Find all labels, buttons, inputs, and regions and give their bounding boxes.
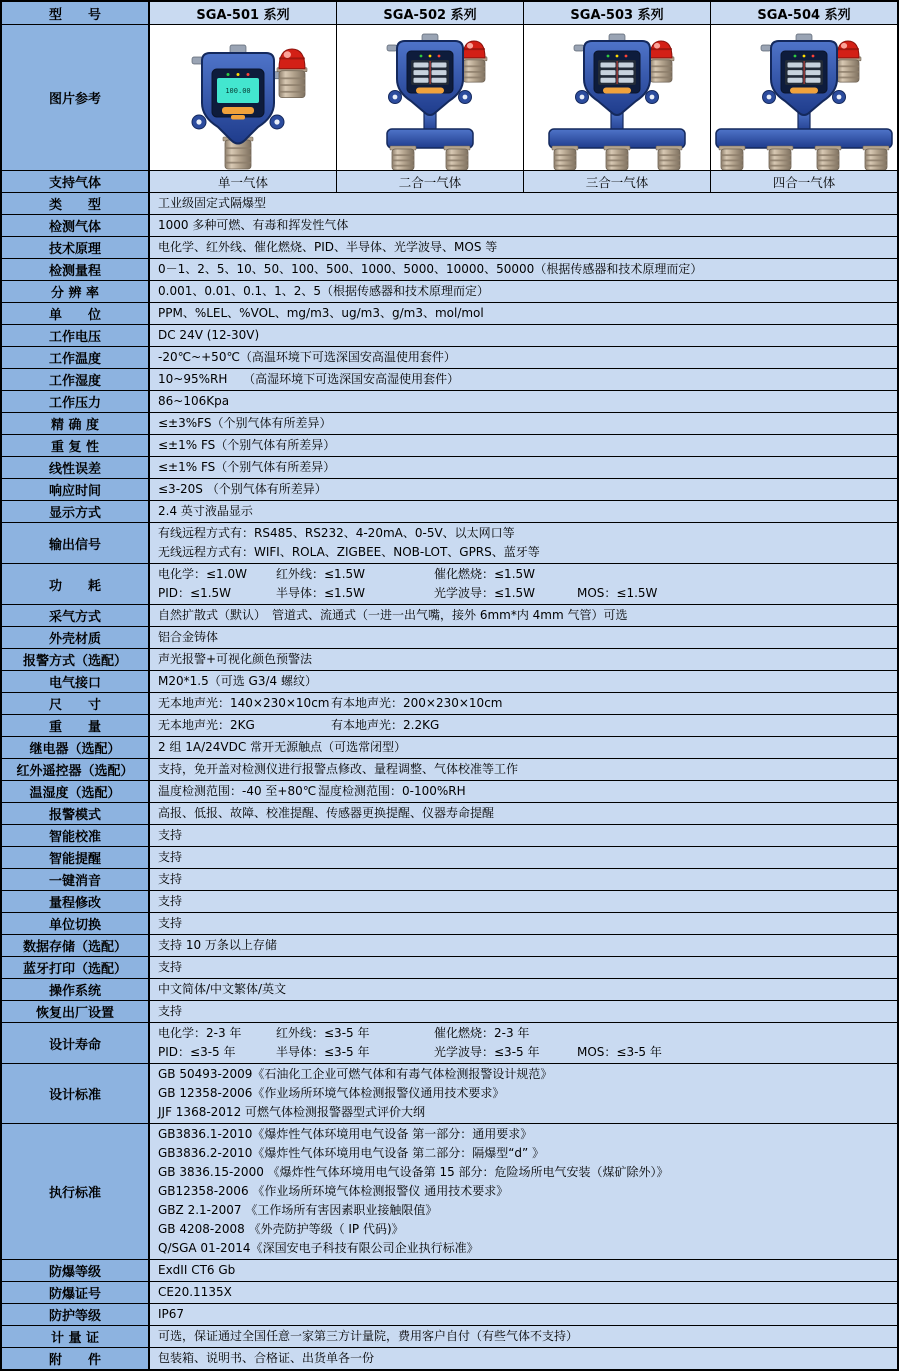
spec-value-segment: PID：≤1.5W	[158, 586, 232, 600]
spec-row-label: 数据存储（选配）	[2, 935, 150, 956]
spec-row	[2, 935, 897, 957]
spec-row-value	[150, 891, 897, 912]
spec-value-segment: 支持	[158, 916, 183, 930]
spec-value-segment: 可选，保证通过全国任意一家第三方计量院，费用客户自付（有些气体不支持）	[158, 1329, 579, 1343]
supported-gas-cell: 四合一气体	[711, 171, 897, 192]
spec-row-label: 重 复 性	[2, 435, 150, 456]
spec-row-value	[150, 979, 897, 1000]
spec-row	[2, 1304, 897, 1326]
spec-value-segment: ≤±1% FS（个别气体有所差异）	[158, 460, 336, 474]
spec-row	[2, 737, 897, 759]
spec-row-label: 计 量 证	[2, 1326, 150, 1347]
spec-row-label: 智能校准	[2, 825, 150, 846]
spec-row	[2, 979, 897, 1001]
spec-row-label: 工作湿度	[2, 369, 150, 390]
spec-row	[2, 347, 897, 369]
spec-value-segment: GB12358-2006 《作业场所环境气体检测报警仪 通用技术要求》	[158, 1184, 509, 1198]
spec-rows-container	[2, 193, 897, 1369]
model-header-row	[2, 2, 897, 25]
model-header-cell: SGA-503 系列	[524, 2, 711, 24]
spec-value-segment: 支持 10 万条以上存储	[158, 938, 277, 952]
spec-row	[2, 523, 897, 564]
supported-gas-cell: 二合一气体	[337, 171, 524, 192]
spec-row-label: 采气方式	[2, 605, 150, 626]
spec-row	[2, 1348, 897, 1369]
spec-row-value	[150, 605, 897, 626]
spec-value-segment: ExdII CT6 Gb	[158, 1263, 236, 1277]
spec-row-value	[150, 237, 897, 258]
spec-value-segment: PID：≤3-5 年	[158, 1045, 236, 1059]
spec-row-value	[150, 957, 897, 978]
spec-row-label: 操作系统	[2, 979, 150, 1000]
spec-row-label: 执行标准	[2, 1124, 150, 1259]
spec-row-label: 蓝牙打印（选配）	[2, 957, 150, 978]
spec-row-value	[150, 369, 897, 390]
spec-row-value	[150, 479, 897, 500]
spec-value-segment: 自然扩散式（默认） 管道式、流通式（一进一出气嘴，接外 6mm*内 4mm 气管）可选	[158, 608, 628, 622]
spec-row	[2, 759, 897, 781]
spec-row-label: 技术原理	[2, 237, 150, 258]
sga-501-detector-image	[150, 25, 337, 170]
spec-row-value	[150, 215, 897, 236]
spec-row	[2, 825, 897, 847]
spec-row	[2, 303, 897, 325]
spec-value-segment: 光学波导：≤3-5 年	[434, 1045, 540, 1059]
spec-row-label: 单位切换	[2, 913, 150, 934]
spec-row-label: 智能提醒	[2, 847, 150, 868]
spec-value-segment: 红外线：≤3-5 年	[276, 1026, 370, 1040]
spec-value-segment: GB 3836.15-2000 《爆炸性气体环境用电气设备第 15 部分：危险场所电气安装（煤矿除外）》	[158, 1165, 669, 1179]
spec-value-segment: 包装箱、说明书、合格证、出货单各一份	[158, 1351, 375, 1365]
spec-row-value	[150, 435, 897, 456]
spec-row-value	[150, 1260, 897, 1281]
spec-value-segment: 86~106Kpa	[158, 394, 230, 408]
spec-row-label: 检测气体	[2, 215, 150, 236]
spec-row-value	[150, 347, 897, 368]
spec-value-segment: ≤±3%FS（个别气体有所差异）	[158, 416, 332, 430]
spec-row-label: 电气接口	[2, 671, 150, 692]
spec-value-segment: ≤3-20S （个别气体有所差异）	[158, 482, 327, 496]
spec-row	[2, 847, 897, 869]
spec-value-segment: 铝合金铸体	[158, 630, 219, 644]
spec-row	[2, 1124, 897, 1260]
spec-value-segment: 工业级固定式隔爆型	[158, 196, 267, 210]
spec-row	[2, 649, 897, 671]
model-header-cell: SGA-502 系列	[337, 2, 524, 24]
spec-row-value	[150, 303, 897, 324]
spec-value-segment: 支持	[158, 960, 183, 974]
svg-text:100.00: 100.00	[225, 86, 251, 95]
spec-row-label: 继电器（选配）	[2, 737, 150, 758]
spec-row-label: 工作温度	[2, 347, 150, 368]
spec-value-segment: PPM、%LEL、%VOL、mg/m3、ug/m3、g/m3、mol/mol	[158, 306, 484, 320]
spec-value-segment: 支持	[158, 894, 183, 908]
spec-value-segment: 0.001、0.01、0.1、1、2、5（根据传感器和技术原理而定）	[158, 284, 490, 298]
spec-row-label: 报警模式	[2, 803, 150, 824]
spec-row-value	[150, 501, 897, 522]
image-row-label: 图片参考	[2, 25, 150, 170]
spec-row	[2, 391, 897, 413]
spec-value-segment: 湿度检测范围：0-100%RH	[318, 784, 466, 798]
spec-value-segment: 支持	[158, 850, 183, 864]
spec-value-segment: 温度检测范围：-40 至+80℃	[158, 784, 317, 798]
spec-row-label: 线性误差	[2, 457, 150, 478]
spec-row-value	[150, 913, 897, 934]
spec-value-segment: 光学波导：≤1.5W	[434, 586, 536, 600]
spec-row-value	[150, 1064, 897, 1123]
spec-row-value	[150, 737, 897, 758]
spec-value-segment: DC 24V (12-30V)	[158, 328, 260, 342]
spec-row-label: 尺 寸	[2, 693, 150, 714]
model-header-cell: SGA-501 系列	[150, 2, 337, 24]
spec-row	[2, 259, 897, 281]
model-header-label: 型 号	[2, 2, 150, 24]
spec-row	[2, 627, 897, 649]
spec-value-segment: 红外线：≤1.5W	[276, 567, 366, 581]
spec-value-segment: CE20.1135X	[158, 1285, 232, 1299]
spec-value-segment: GBZ 2.1-2007 《工作场所有害因素职业接触限值》	[158, 1203, 438, 1217]
spec-row-label: 工作压力	[2, 391, 150, 412]
spec-row-value	[150, 825, 897, 846]
spec-row-label: 恢复出厂设置	[2, 1001, 150, 1022]
spec-value-segment: 1000 多种可燃、有毒和挥发性气体	[158, 218, 349, 232]
spec-value-segment: GB3836.2-2010《爆炸性气体环境用电气设备 第二部分：隔爆型“d” 》	[158, 1146, 545, 1160]
spec-value-segment: -20℃~+50℃（高温环境下可选深国安高温使用套件）	[158, 350, 456, 364]
spec-value-segment: 无本地声光：140×230×10cm	[158, 696, 330, 710]
spec-value-segment: 有线远程方式有：RS485、RS232、4-20mA、0-5V、以太网口等	[158, 526, 515, 540]
spec-row-label: 温湿度（选配）	[2, 781, 150, 802]
spec-row	[2, 215, 897, 237]
spec-row	[2, 457, 897, 479]
spec-value-segment: 有本地声光：2.2KG	[331, 718, 440, 732]
spec-row	[2, 957, 897, 979]
spec-row	[2, 803, 897, 825]
spec-value-segment: ≤±1% FS（个别气体有所差异）	[158, 438, 336, 452]
spec-row-label: 类 型	[2, 193, 150, 214]
spec-row-value	[150, 649, 897, 670]
sga-504-detector-image	[711, 25, 897, 170]
spec-row-value	[150, 869, 897, 890]
spec-row-value	[150, 281, 897, 302]
spec-row-value	[150, 1282, 897, 1303]
spec-row	[2, 325, 897, 347]
supported-gas-row	[2, 171, 897, 193]
spec-row-label: 检测量程	[2, 259, 150, 280]
spec-row	[2, 869, 897, 891]
spec-row	[2, 781, 897, 803]
spec-row-label: 一键消音	[2, 869, 150, 890]
model-header-cells	[150, 2, 897, 24]
spec-value-segment: 支持	[158, 1004, 183, 1018]
spec-value-segment: 无本地声光：2KG	[158, 718, 255, 732]
spec-row-value	[150, 1304, 897, 1325]
product-image-row	[2, 25, 897, 171]
spec-value-segment: 2.4 英寸液晶显示	[158, 504, 253, 518]
spec-row-value	[150, 457, 897, 478]
spec-row	[2, 564, 897, 605]
spec-row-value	[150, 259, 897, 280]
spec-row	[2, 1260, 897, 1282]
spec-row	[2, 1064, 897, 1124]
spec-value-segment: 无线远程方式有：WIFI、ROLA、ZIGBEE、NOB-LOT、GPRS、蓝牙等	[158, 545, 540, 559]
spec-value-segment: JJF 1368-2012 可燃气体检测报警器型式评价大纲	[158, 1105, 426, 1119]
spec-row-label: 功 耗	[2, 564, 150, 604]
spec-value-segment: 中文简体/中文繁体/英文	[158, 982, 287, 996]
spec-row-value	[150, 781, 897, 802]
spec-row-label: 报警方式（选配）	[2, 649, 150, 670]
spec-row-value	[150, 1348, 897, 1369]
spec-row-label: 量程修改	[2, 891, 150, 912]
spec-value-segment: GB 50493-2009《石油化工企业可燃气体和有毒气体检测报警设计规范》	[158, 1067, 553, 1081]
spec-row-label: 精 确 度	[2, 413, 150, 434]
spec-row	[2, 1326, 897, 1348]
spec-value-segment: 催化燃烧：≤1.5W	[434, 567, 536, 581]
spec-value-segment: MOS：≤1.5W	[577, 586, 658, 600]
spec-row-label: 设计标准	[2, 1064, 150, 1123]
supported-gas-cells	[150, 171, 897, 192]
spec-row-label: 分 辨 率	[2, 281, 150, 302]
spec-value-segment: 催化燃烧：2-3 年	[434, 1026, 530, 1040]
spec-value-segment: 声光报警+可视化颜色预警法	[158, 652, 313, 666]
spec-row-label: 重 量	[2, 715, 150, 736]
spec-row-label: 红外遥控器（选配）	[2, 759, 150, 780]
spec-value-segment: 电化学：≤1.0W	[158, 567, 248, 581]
spec-row-value	[150, 627, 897, 648]
spec-row	[2, 715, 897, 737]
spec-row-label: 响应时间	[2, 479, 150, 500]
spec-row-label: 防爆等级	[2, 1260, 150, 1281]
spec-row-value	[150, 325, 897, 346]
spec-value-segment: GB 4208-2008 《外壳防护等级（ IP 代码)》	[158, 1222, 404, 1236]
spec-row	[2, 501, 897, 523]
spec-value-segment: MOS：≤3-5 年	[577, 1045, 662, 1059]
spec-value-segment: 有本地声光：200×230×10cm	[331, 696, 503, 710]
spec-row-value	[150, 847, 897, 868]
sga-503-detector-image	[524, 25, 711, 170]
spec-value-segment: 半导体：≤1.5W	[276, 586, 366, 600]
spec-value-segment: M20*1.5（可选 G3/4 螺纹）	[158, 674, 317, 688]
spec-row	[2, 193, 897, 215]
spec-row-value	[150, 693, 897, 714]
spec-row-value	[150, 193, 897, 214]
sga-502-detector-image	[337, 25, 524, 170]
spec-value-segment: 2 组 1A/24VDC 常开无源触点（可选常闭型）	[158, 740, 407, 754]
spec-row	[2, 435, 897, 457]
spec-row	[2, 237, 897, 259]
spec-row	[2, 1282, 897, 1304]
spec-value-segment: IP67	[158, 1307, 185, 1321]
spec-value-segment: GB 12358-2006《作业场所环境气体检测报警仪通用技术要求》	[158, 1086, 505, 1100]
spec-row-label: 单 位	[2, 303, 150, 324]
model-header-cell: SGA-504 系列	[711, 2, 897, 24]
spec-row-value	[150, 391, 897, 412]
spec-row-value	[150, 671, 897, 692]
spec-row-label: 输出信号	[2, 523, 150, 563]
spec-row-label: 防护等级	[2, 1304, 150, 1325]
spec-value-segment: 高报、低报、故障、校准提醒、传感器更换提醒、仪器寿命提醒	[158, 806, 495, 820]
spec-value-segment: Q/SGA 01-2014《深国安电子科技有限公司企业执行标准》	[158, 1241, 479, 1255]
spec-row-value	[150, 935, 897, 956]
spec-row-value	[150, 1326, 897, 1347]
spec-value-segment: 10~95%RH （高湿环境下可选深国安高湿使用套件）	[158, 372, 460, 386]
supported-gas-cell: 单一气体	[150, 171, 337, 192]
spec-value-segment: 电化学：2-3 年	[158, 1026, 242, 1040]
spec-row-value	[150, 759, 897, 780]
spec-row	[2, 369, 897, 391]
spec-row	[2, 479, 897, 501]
spec-row	[2, 1023, 897, 1064]
spec-row-label: 设计寿命	[2, 1023, 150, 1063]
spec-row	[2, 913, 897, 935]
spec-row-value	[150, 1001, 897, 1022]
gas-row-label: 支持气体	[2, 171, 150, 192]
supported-gas-cell: 三合一气体	[524, 171, 711, 192]
spec-row	[2, 671, 897, 693]
spec-row-label: 附 件	[2, 1348, 150, 1369]
spec-value-segment: 半导体：≤3-5 年	[276, 1045, 370, 1059]
spec-value-segment: GB3836.1-2010《爆炸性气体环境用电气设备 第一部分：通用要求》	[158, 1127, 533, 1141]
spec-row-value	[150, 413, 897, 434]
spec-row-value	[150, 1023, 897, 1063]
spec-row-value	[150, 523, 897, 563]
spec-row	[2, 693, 897, 715]
spec-value-segment: 支持	[158, 828, 183, 842]
spec-row-label: 防爆证号	[2, 1282, 150, 1303]
spec-row-value	[150, 1124, 897, 1259]
product-image-cells	[150, 25, 897, 170]
spec-value-segment: 0－1、2、5、10、50、100、500、1000、5000、10000、50000（根据传感器和技术原理而定）	[158, 262, 703, 276]
spec-row	[2, 1001, 897, 1023]
spec-value-segment: 电化学、红外线、催化燃烧、PID、半导体、光学波导、MOS 等	[158, 240, 498, 254]
spec-value-segment: 支持	[158, 872, 183, 886]
spec-row-label: 外壳材质	[2, 627, 150, 648]
spec-row-label: 显示方式	[2, 501, 150, 522]
spec-row	[2, 891, 897, 913]
spec-row-label: 工作电压	[2, 325, 150, 346]
spec-row-value	[150, 564, 897, 604]
spec-row	[2, 281, 897, 303]
spec-value-segment: 支持，免开盖对检测仪进行报警点修改、量程调整、气体校准等工作	[158, 762, 519, 776]
spec-row-value	[150, 715, 897, 736]
spec-row	[2, 413, 897, 435]
spec-row-value	[150, 803, 897, 824]
spec-row	[2, 605, 897, 627]
